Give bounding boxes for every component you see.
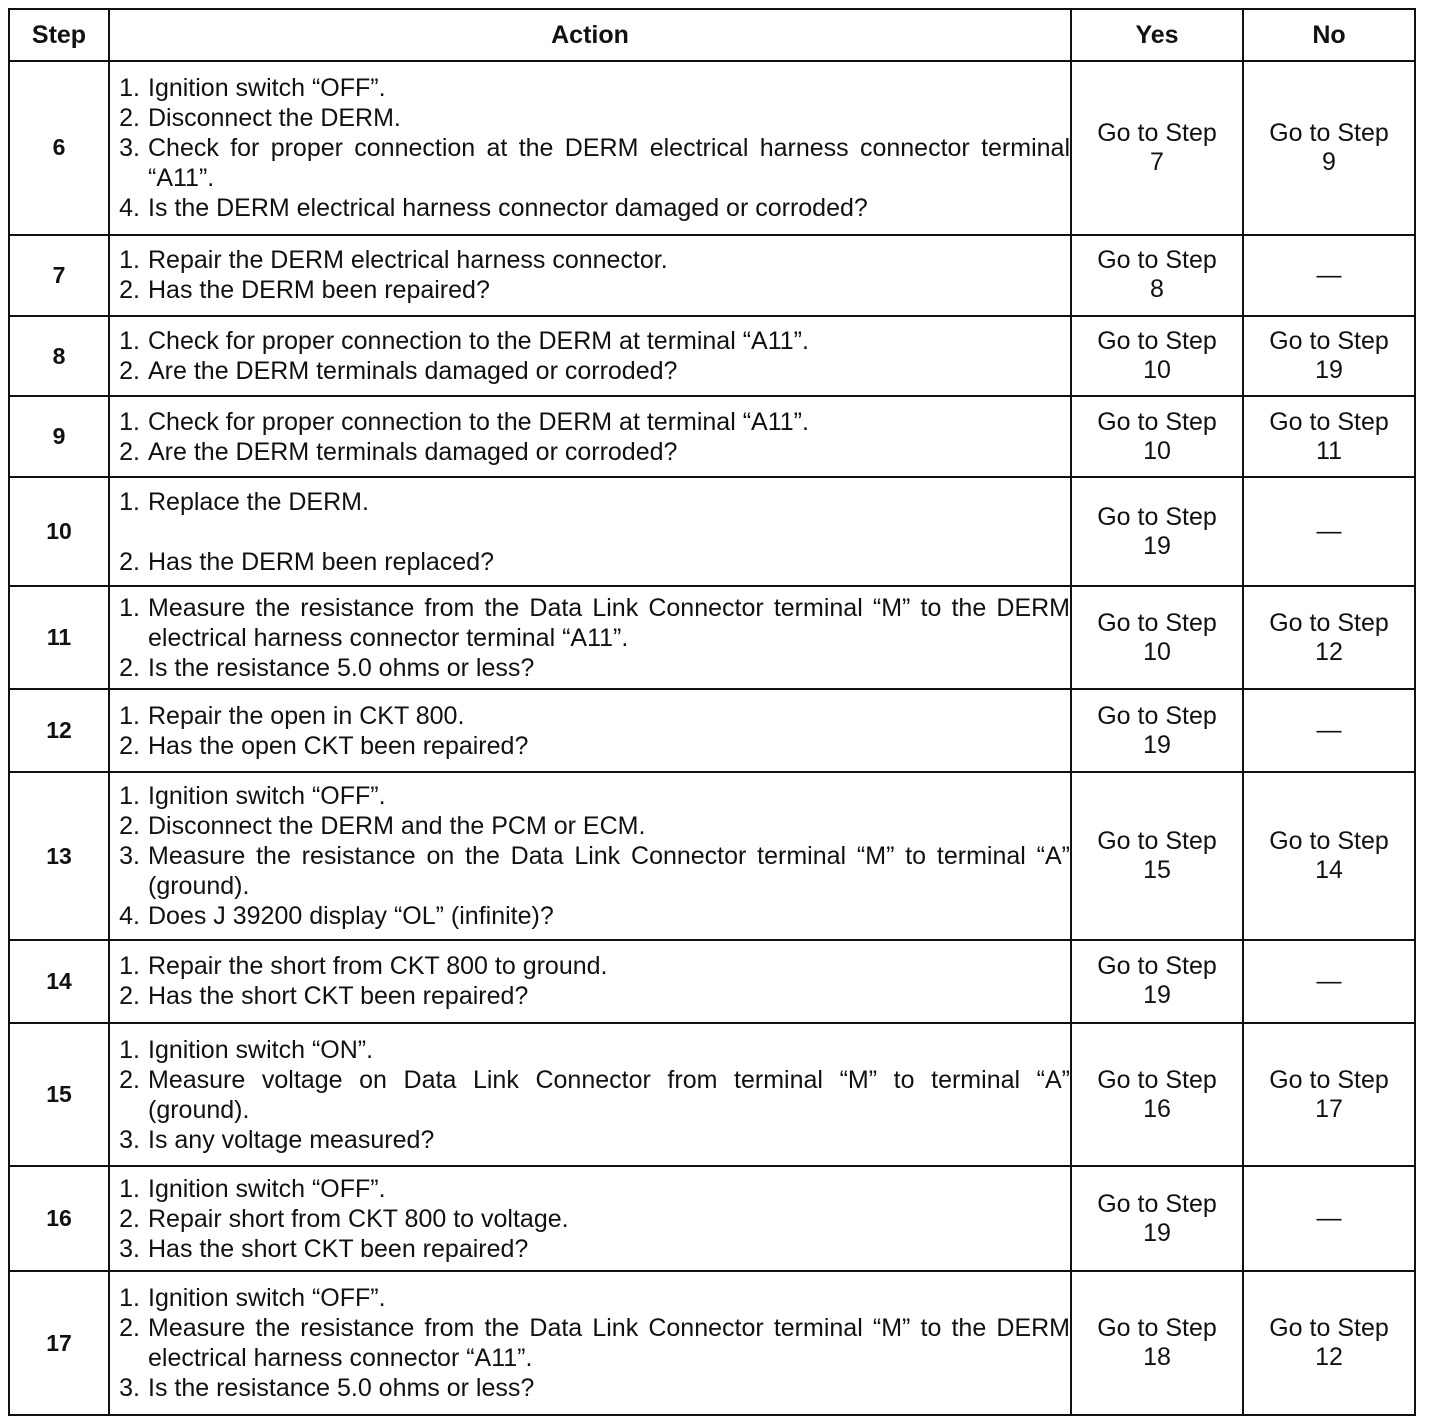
no-result — [1243, 1166, 1415, 1271]
action-item-number: 1. — [119, 952, 140, 981]
yes-result-line: 16 — [1143, 1094, 1171, 1123]
step-number: 15 — [9, 1023, 109, 1166]
step-number: 9 — [9, 396, 109, 477]
action-item-text: Measure the resistance from the Data Link Connector terminal “M” to the DERM electrical harness connector “A11”. — [148, 1314, 1070, 1373]
step-number: 14 — [9, 940, 109, 1023]
action-item — [110, 1234, 1070, 1264]
table-row — [9, 316, 1415, 397]
yes-result-line: Go to Step — [1097, 502, 1217, 531]
action-item-number: 2. — [119, 1065, 140, 1094]
action-item-text: Has the open CKT been repaired? — [148, 731, 529, 760]
action-item-number: 2. — [119, 276, 140, 305]
no-result-line: Go to Step — [1269, 1314, 1389, 1343]
action-item — [110, 841, 1070, 901]
action-item — [110, 326, 1070, 356]
action-item-text: Disconnect the DERM. — [148, 103, 401, 132]
action-item-number: 2. — [119, 812, 140, 841]
action-item-text: Repair the DERM electrical harness connector. — [148, 246, 668, 275]
action-cell — [109, 316, 1071, 397]
action-item-text: Repair the short from CKT 800 to ground. — [148, 952, 608, 981]
action-item-number: 2. — [119, 1204, 140, 1233]
action-list — [110, 407, 1070, 467]
action-item-number: 2. — [119, 437, 140, 466]
step-number: 11 — [9, 586, 109, 689]
no-result-line: — — [1316, 1204, 1342, 1233]
yes-result — [1071, 1166, 1243, 1271]
action-item — [110, 653, 1070, 683]
table-row — [9, 396, 1415, 477]
yes-result-line: Go to Step — [1097, 118, 1217, 147]
action-item — [110, 1174, 1070, 1204]
action-item-text: Ignition switch “OFF”. — [148, 1174, 386, 1203]
action-item — [110, 811, 1070, 841]
action-item-number: 1. — [119, 593, 140, 622]
action-item-number: 1. — [119, 407, 140, 436]
no-result — [1243, 689, 1415, 772]
action-item — [110, 1204, 1070, 1234]
action-item-number: 1. — [119, 1035, 140, 1064]
table-row — [9, 1023, 1415, 1166]
action-item — [110, 407, 1070, 437]
action-cell — [109, 1023, 1071, 1166]
no-result-line: Go to Step — [1269, 327, 1389, 356]
yes-result-line: 18 — [1143, 1343, 1171, 1372]
yes-result — [1071, 689, 1243, 772]
step-number: 17 — [9, 1271, 109, 1415]
action-item-text: Ignition switch “OFF”. — [148, 1284, 386, 1313]
action-item — [110, 275, 1070, 305]
action-item — [110, 245, 1070, 275]
action-item-number: 2. — [119, 547, 140, 576]
header-step: Step — [9, 9, 109, 61]
yes-result-line: 19 — [1143, 981, 1171, 1010]
action-item-text: Measure the resistance from the Data Link Connector terminal “M” to the DERM electrical harness connector terminal “A11”. — [148, 593, 1070, 652]
action-item — [110, 487, 1070, 517]
no-result-line: 17 — [1315, 1094, 1343, 1123]
action-item-text: Ignition switch “OFF”. — [148, 782, 386, 811]
action-list — [110, 781, 1070, 931]
yes-result-line: Go to Step — [1097, 246, 1217, 275]
action-cell — [109, 235, 1071, 316]
action-item — [110, 103, 1070, 133]
action-item-text: Replace the DERM. — [148, 487, 369, 516]
yes-result-line: 7 — [1150, 147, 1164, 176]
yes-result-line: 19 — [1143, 531, 1171, 560]
action-item-number: 1. — [119, 73, 140, 102]
table-row — [9, 689, 1415, 772]
action-item — [110, 1373, 1070, 1403]
no-result-line: 12 — [1315, 637, 1343, 666]
action-item-number: 2. — [119, 982, 140, 1011]
yes-result-line: 10 — [1143, 356, 1171, 385]
action-item — [110, 593, 1070, 653]
yes-result-line: Go to Step — [1097, 327, 1217, 356]
table-row — [9, 940, 1415, 1023]
action-item-number: 4. — [119, 193, 140, 222]
action-item — [110, 437, 1070, 467]
action-item-text: Measure the resistance on the Data Link Connector terminal “M” to terminal “A” (ground). — [148, 842, 1070, 901]
step-number: 13 — [9, 772, 109, 940]
action-cell — [109, 477, 1071, 586]
header-yes: Yes — [1071, 9, 1243, 61]
yes-result-line: 19 — [1143, 1218, 1171, 1247]
table-row — [9, 61, 1415, 235]
action-item-text: Repair the open in CKT 800. — [148, 701, 465, 730]
yes-result — [1071, 1023, 1243, 1166]
action-item — [110, 1125, 1070, 1155]
action-list — [110, 1283, 1070, 1403]
yes-result — [1071, 772, 1243, 940]
action-item-number: 3. — [119, 133, 140, 162]
action-item-number: 3. — [119, 1125, 140, 1154]
action-item — [110, 1035, 1070, 1065]
yes-result-line: 8 — [1150, 275, 1164, 304]
action-cell — [109, 1271, 1071, 1415]
action-item-text: Check for proper connection to the DERM at terminal “A11”. — [148, 327, 809, 356]
action-cell — [109, 586, 1071, 689]
action-item-number: 1. — [119, 1284, 140, 1313]
yes-result-line: 19 — [1143, 730, 1171, 759]
yes-result — [1071, 396, 1243, 477]
action-item-text: Is the resistance 5.0 ohms or less? — [148, 1374, 535, 1403]
action-item-number: 2. — [119, 1314, 140, 1343]
step-number: 10 — [9, 477, 109, 586]
table-row — [9, 477, 1415, 586]
action-item — [110, 133, 1070, 193]
yes-result — [1071, 235, 1243, 316]
action-list — [110, 487, 1070, 577]
action-item-number: 3. — [119, 1234, 140, 1263]
action-item-number: 1. — [119, 487, 140, 516]
action-item-text: Is any voltage measured? — [148, 1125, 435, 1154]
yes-result-line: Go to Step — [1097, 1065, 1217, 1094]
action-item-text: Ignition switch “OFF”. — [148, 73, 386, 102]
action-item-number: 2. — [119, 653, 140, 682]
yes-result-line: Go to Step — [1097, 407, 1217, 436]
table-body — [9, 61, 1415, 1415]
action-cell — [109, 940, 1071, 1023]
action-item — [110, 901, 1070, 931]
table-row — [9, 1271, 1415, 1415]
no-result-line: 14 — [1315, 856, 1343, 885]
no-result — [1243, 235, 1415, 316]
action-list — [110, 73, 1070, 223]
action-item-number: 1. — [119, 327, 140, 356]
no-result-line: Go to Step — [1269, 407, 1389, 436]
no-result — [1243, 772, 1415, 940]
action-list — [110, 593, 1070, 683]
table-row — [9, 772, 1415, 940]
header-action: Action — [109, 9, 1071, 61]
action-list — [110, 326, 1070, 386]
step-number: 8 — [9, 316, 109, 397]
no-result — [1243, 1023, 1415, 1166]
action-item-number: 1. — [119, 782, 140, 811]
no-result-line: — — [1316, 260, 1342, 289]
action-item — [110, 1283, 1070, 1313]
action-item-text: Are the DERM terminals damaged or corroded? — [148, 437, 678, 466]
table-row — [9, 1166, 1415, 1271]
action-item-text: Check for proper connection at the DERM electrical harness connector terminal “A11”. — [148, 133, 1070, 192]
yes-result-line: Go to Step — [1097, 701, 1217, 730]
action-item-text: Disconnect the DERM and the PCM or ECM. — [148, 812, 646, 841]
yes-result — [1071, 940, 1243, 1023]
yes-result — [1071, 477, 1243, 586]
action-cell — [109, 1166, 1071, 1271]
diagnostic-table — [8, 8, 1416, 1416]
yes-result-line: 10 — [1143, 436, 1171, 465]
step-number: 7 — [9, 235, 109, 316]
action-cell — [109, 61, 1071, 235]
yes-result-line: 10 — [1143, 637, 1171, 666]
action-item-number: 2. — [119, 357, 140, 386]
yes-result — [1071, 61, 1243, 235]
action-item — [110, 547, 1070, 577]
no-result-line: 19 — [1315, 356, 1343, 385]
action-item-text: Has the short CKT been repaired? — [148, 1234, 529, 1263]
step-number: 6 — [9, 61, 109, 235]
no-result-line: 11 — [1316, 436, 1342, 465]
yes-result-line: Go to Step — [1097, 952, 1217, 981]
action-item-number: 1. — [119, 246, 140, 275]
no-result — [1243, 316, 1415, 397]
no-result — [1243, 396, 1415, 477]
no-result — [1243, 940, 1415, 1023]
no-result — [1243, 1271, 1415, 1415]
action-cell — [109, 772, 1071, 940]
action-item-text: Check for proper connection to the DERM at terminal “A11”. — [148, 407, 809, 436]
action-item-number: 2. — [119, 103, 140, 132]
action-item — [110, 1313, 1070, 1373]
action-cell — [109, 396, 1071, 477]
no-result — [1243, 586, 1415, 689]
action-item-number: 4. — [119, 902, 140, 931]
action-item-text: Has the short CKT been repaired? — [148, 982, 529, 1011]
no-result-line: Go to Step — [1269, 608, 1389, 637]
action-item — [110, 193, 1070, 223]
no-result-line: — — [1316, 716, 1342, 745]
action-item — [110, 731, 1070, 761]
step-number: 16 — [9, 1166, 109, 1271]
action-item-number: 2. — [119, 731, 140, 760]
action-item — [110, 951, 1070, 981]
action-item — [110, 781, 1070, 811]
action-item-text: Is the DERM electrical harness connector damaged or corroded? — [148, 193, 868, 222]
yes-result — [1071, 316, 1243, 397]
no-result — [1243, 61, 1415, 235]
action-list — [110, 1174, 1070, 1264]
step-number: 12 — [9, 689, 109, 772]
action-item-text: Does J 39200 display “OL” (infinite)? — [148, 902, 554, 931]
yes-result-line: Go to Step — [1097, 1314, 1217, 1343]
action-item — [110, 701, 1070, 731]
header-row — [9, 9, 1415, 61]
no-result-line: 9 — [1322, 147, 1336, 176]
yes-result — [1071, 1271, 1243, 1415]
action-item-text: Are the DERM terminals damaged or corroded? — [148, 357, 678, 386]
action-list — [110, 1035, 1070, 1155]
action-list — [110, 701, 1070, 761]
action-item-text: Has the DERM been replaced? — [148, 547, 495, 576]
yes-result-line: Go to Step — [1097, 827, 1217, 856]
no-result-line: — — [1316, 517, 1342, 546]
no-result-line: 12 — [1315, 1343, 1343, 1372]
action-item-text: Repair short from CKT 800 to voltage. — [148, 1204, 569, 1233]
yes-result-line: Go to Step — [1097, 1189, 1217, 1218]
yes-result-line: 15 — [1143, 856, 1171, 885]
action-item-number: 1. — [119, 701, 140, 730]
action-cell — [109, 689, 1071, 772]
action-item — [110, 981, 1070, 1011]
header-no: No — [1243, 9, 1415, 61]
action-item-number: 3. — [119, 1374, 140, 1403]
yes-result-line: Go to Step — [1097, 608, 1217, 637]
action-list — [110, 245, 1070, 305]
action-item-number: 3. — [119, 842, 140, 871]
action-item-text: Measure voltage on Data Link Connector from terminal “M” to terminal “A” (ground). — [148, 1065, 1070, 1124]
action-item-number: 1. — [119, 1174, 140, 1203]
action-item-text: Has the DERM been repaired? — [148, 276, 490, 305]
action-list — [110, 951, 1070, 1011]
action-item — [110, 1065, 1070, 1125]
action-item — [110, 356, 1070, 386]
action-item-text: Is the resistance 5.0 ohms or less? — [148, 653, 535, 682]
action-item-text: Ignition switch “ON”. — [148, 1035, 374, 1064]
no-result-line: Go to Step — [1269, 118, 1389, 147]
action-item — [110, 73, 1070, 103]
yes-result — [1071, 586, 1243, 689]
no-result-line: Go to Step — [1269, 1065, 1389, 1094]
no-result-line: — — [1316, 966, 1342, 995]
table-row — [9, 586, 1415, 689]
table-row — [9, 235, 1415, 316]
no-result — [1243, 477, 1415, 586]
no-result-line: Go to Step — [1269, 827, 1389, 856]
